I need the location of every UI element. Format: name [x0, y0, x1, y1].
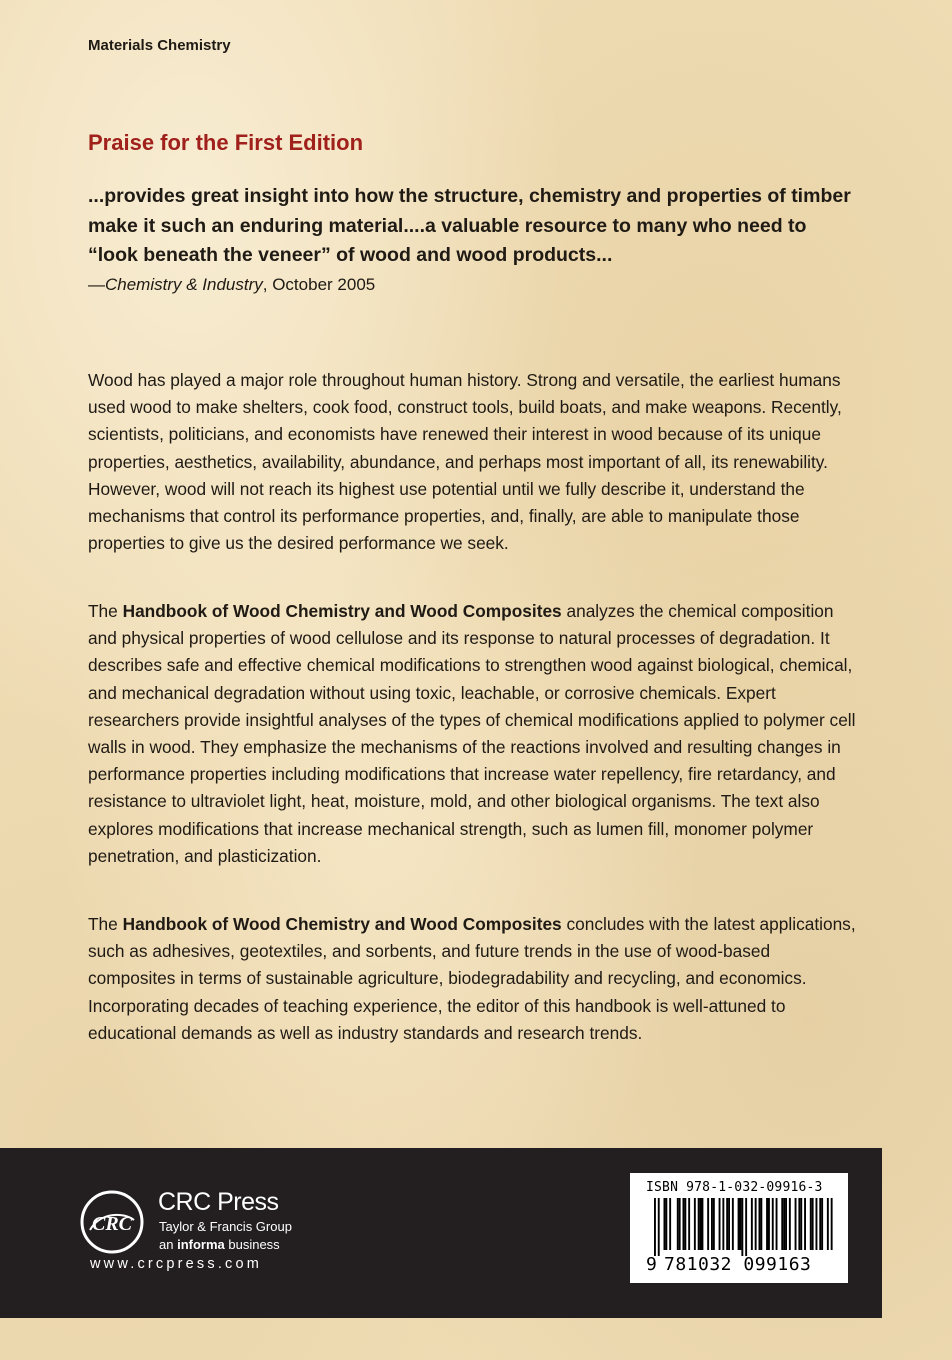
barcode-bar	[812, 1198, 814, 1250]
barcode-bar	[789, 1198, 791, 1250]
barcode-bar	[804, 1198, 806, 1250]
barcode-bar	[827, 1198, 829, 1250]
barcode-bar	[781, 1198, 783, 1250]
barcode-bar	[795, 1198, 797, 1250]
barcode-bar	[760, 1198, 762, 1250]
description-paragraph-3	[88, 911, 856, 1047]
barcode-bar	[741, 1198, 743, 1256]
barcode-bar	[684, 1198, 686, 1250]
p3-body: concludes with the latest applications, such as adhesives, geotextiles, and sorbents, and future trends in the use of wood-based composites in terms of sustainable agriculture, biodegradability and recycling, and economics. Incorporating decades of teaching experience, the editor of this handbook is well-attuned to educational demands as well as industry standards and research trends.	[88, 914, 856, 1043]
barcode-bar	[810, 1198, 812, 1250]
barcode-bar	[738, 1198, 740, 1250]
barcode-bar	[722, 1198, 724, 1250]
barcode-bar	[732, 1198, 734, 1250]
crc-logo-text: CRC	[91, 1213, 133, 1235]
review-attribution	[88, 275, 375, 295]
barcode-bar	[677, 1198, 679, 1250]
barcode-bar	[768, 1198, 770, 1250]
barcode-bar	[766, 1198, 768, 1250]
barcode-bar	[816, 1198, 818, 1250]
praise-heading: Praise for the First Edition	[88, 130, 364, 155]
barcode-bar	[751, 1198, 753, 1250]
series-label: Materials Chemistry	[88, 37, 231, 54]
barcode-bar	[707, 1198, 709, 1250]
barcode-bar	[759, 1198, 761, 1250]
publisher-group: Taylor & Francis Group	[159, 1219, 292, 1234]
barcode-bar	[745, 1198, 747, 1256]
review-quote: ...provides great insight into how the structure, chemistry and properties of timber make it such an enduring material....a valuable resource to many who need to “look beneath the veneer” of wood and wood products...	[88, 185, 851, 266]
barcode-bar	[798, 1198, 800, 1250]
barcode-bar	[658, 1198, 660, 1256]
isbn-barcode-icon	[646, 1198, 834, 1256]
barcode-bar	[669, 1198, 671, 1250]
barcode-bar	[726, 1198, 728, 1250]
description-paragraph-1: Wood has played a major role throughout human history. Strong and versatile, the earliest humans used wood to make shelters, cook food, construct tools, build boats, and make weapons. Recently, scientists, politicians, and economists have renewed their interest in wood because of its unique properties, aesthetics, availability, abundance, and perhaps most important of all, its renewability. However, wood will not reach its highest use potential until we fully describe it, understand the mechanisms that control its performance properties, and, finally, are able to manipulate those properties to give us the desired performance we seek.	[88, 370, 842, 554]
tag-bold: informa	[177, 1237, 225, 1252]
attribution-source: Chemistry & Industry	[105, 275, 263, 294]
tag-suffix: business	[224, 1237, 280, 1252]
barcode-bar	[776, 1198, 778, 1250]
tag-prefix: an	[159, 1237, 178, 1252]
barcode-digits-left: 781032	[664, 1254, 733, 1275]
publisher-tagline	[159, 1237, 280, 1252]
barcode-bar	[800, 1198, 802, 1250]
p3-lead: The	[88, 914, 123, 934]
publisher-name: CRC Press	[158, 1188, 279, 1216]
barcode-digits	[646, 1254, 811, 1275]
barcode-bar	[694, 1198, 696, 1250]
barcode-bar	[700, 1198, 702, 1250]
attribution-date: , October 2005	[262, 275, 376, 294]
barcode-bar	[821, 1198, 823, 1250]
p2-lead: The	[88, 601, 123, 621]
barcode-bar	[728, 1198, 730, 1250]
barcode-bar	[711, 1198, 713, 1250]
p3-book-title: Handbook of Wood Chemistry and Wood Composites	[122, 914, 562, 934]
barcode-bar	[698, 1198, 700, 1250]
barcode-bar	[783, 1198, 785, 1250]
barcode-bar	[785, 1198, 787, 1250]
barcode-bar	[719, 1198, 721, 1250]
barcode-bar	[683, 1198, 685, 1250]
barcode-bar	[664, 1198, 666, 1250]
description-paragraph-2	[88, 598, 856, 870]
barcode-bar	[772, 1198, 774, 1250]
barcode-bar	[688, 1198, 690, 1250]
isbn-label: ISBN 978-1-032-09916-3	[646, 1180, 823, 1195]
barcode-bar	[713, 1198, 715, 1250]
attribution-dash: —	[88, 275, 105, 294]
barcode-bar	[654, 1198, 656, 1256]
barcode-digits-right: 099163	[743, 1254, 812, 1275]
publisher-website[interactable]: www.crcpress.com	[90, 1256, 263, 1272]
barcode-bar	[831, 1198, 833, 1250]
barcode-bar	[740, 1198, 742, 1250]
barcode-bar	[679, 1198, 681, 1250]
crc-press-logo-icon	[80, 1190, 144, 1254]
barcode-bar	[665, 1198, 667, 1250]
barcode-bar	[702, 1198, 704, 1250]
p2-book-title: Handbook of Wood Chemistry and Wood Composites	[122, 601, 562, 621]
p2-body: analyzes the chemical composition and physical properties of wood cellulose and its response to natural processes of degradation. It describes safe and effective chemical modifications to strengthen wood against biological, chemical, and mechanical degradation without using toxic, leachable, or corrosive chemicals. Expert researchers provide insightful analyses of the types of chemical modifications applied to polymer cell walls in wood. They emphasize the mechanisms of the reactions involved and resulting changes in performance properties including modifications that increase water repellency, fire retardancy, and resistance to ultraviolet light, heat, moisture, mold, and other biological organisms. The text also explores modifications that increase mechanical strength, such as lumen fill, monomer polymer penetration, and plasticization.	[88, 601, 856, 866]
barcode-digit-first: 9	[646, 1254, 658, 1275]
barcode-bar	[755, 1198, 757, 1250]
barcode-bar	[819, 1198, 821, 1250]
